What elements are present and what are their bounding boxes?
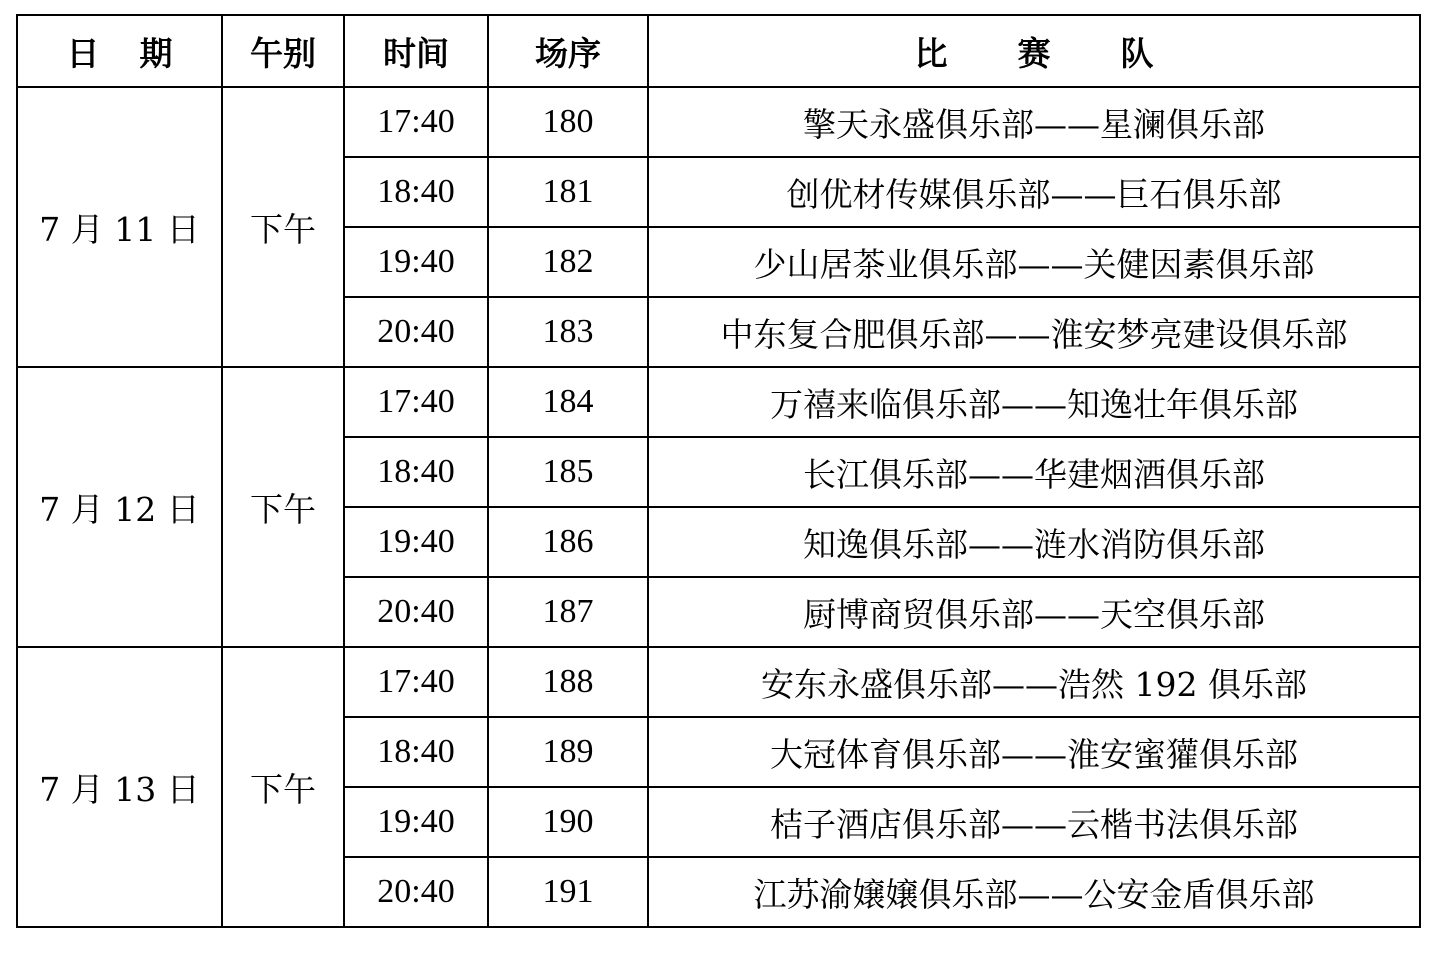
period-cell: 下午 — [222, 367, 344, 647]
teams-cell: 知逸俱乐部——涟水消防俱乐部 — [648, 507, 1420, 577]
date-cell: 7 月 13 日 — [17, 647, 222, 927]
time-cell: 17:40 — [344, 87, 488, 157]
teams-cell: 少山居茶业俱乐部——关健因素俱乐部 — [648, 227, 1420, 297]
header-teams-char-1: 比 — [914, 33, 948, 73]
match-no-cell: 183 — [488, 297, 648, 367]
period-cell: 下午 — [222, 87, 344, 367]
teams-cell: 桔子酒店俱乐部——云楷书法俱乐部 — [648, 787, 1420, 857]
date-cell: 7 月 12 日 — [17, 367, 222, 647]
teams-cell: 创优材传媒俱乐部——巨石俱乐部 — [648, 157, 1420, 227]
time-cell: 20:40 — [344, 857, 488, 927]
teams-cell: 江苏渝嬢嬢俱乐部——公安金盾俱乐部 — [648, 857, 1420, 927]
header-match-no: 场序 — [488, 15, 648, 87]
match-no-cell: 190 — [488, 787, 648, 857]
match-no-cell: 188 — [488, 647, 648, 717]
header-date-char-1: 日 — [66, 33, 100, 73]
match-no-cell: 180 — [488, 87, 648, 157]
time-cell: 20:40 — [344, 297, 488, 367]
teams-cell: 安东永盛俱乐部——浩然 192 俱乐部 — [648, 647, 1420, 717]
time-cell: 18:40 — [344, 437, 488, 507]
match-no-cell: 189 — [488, 717, 648, 787]
time-cell: 18:40 — [344, 157, 488, 227]
teams-cell: 中东复合肥俱乐部——淮安梦亮建设俱乐部 — [648, 297, 1420, 367]
teams-cell: 长江俱乐部——华建烟酒俱乐部 — [648, 437, 1420, 507]
header-row — [17, 15, 1420, 87]
header-teams-char-2: 赛 — [1017, 33, 1051, 73]
header-teams-char-3: 队 — [1120, 33, 1154, 73]
match-schedule-table — [16, 14, 1421, 928]
period-cell: 下午 — [222, 647, 344, 927]
teams-cell: 厨博商贸俱乐部——天空俱乐部 — [648, 577, 1420, 647]
time-cell: 20:40 — [344, 577, 488, 647]
header-teams — [648, 15, 1420, 87]
time-cell: 19:40 — [344, 227, 488, 297]
time-cell: 17:40 — [344, 647, 488, 717]
table-row — [17, 87, 1420, 157]
time-cell: 18:40 — [344, 717, 488, 787]
match-no-cell: 184 — [488, 367, 648, 437]
match-no-cell: 187 — [488, 577, 648, 647]
teams-cell: 万禧来临俱乐部——知逸壮年俱乐部 — [648, 367, 1420, 437]
match-no-cell: 181 — [488, 157, 648, 227]
table-row — [17, 647, 1420, 717]
table-row — [17, 367, 1420, 437]
teams-cell: 擎天永盛俱乐部——星澜俱乐部 — [648, 87, 1420, 157]
header-date-char-2: 期 — [139, 33, 173, 73]
date-cell: 7 月 11 日 — [17, 87, 222, 367]
time-cell: 19:40 — [344, 507, 488, 577]
time-cell: 17:40 — [344, 367, 488, 437]
match-no-cell: 186 — [488, 507, 648, 577]
header-time: 时间 — [344, 15, 488, 87]
header-period: 午别 — [222, 15, 344, 87]
header-date — [17, 15, 222, 87]
match-no-cell: 191 — [488, 857, 648, 927]
match-no-cell: 185 — [488, 437, 648, 507]
match-no-cell: 182 — [488, 227, 648, 297]
teams-cell: 大冠体育俱乐部——淮安蜜獾俱乐部 — [648, 717, 1420, 787]
time-cell: 19:40 — [344, 787, 488, 857]
